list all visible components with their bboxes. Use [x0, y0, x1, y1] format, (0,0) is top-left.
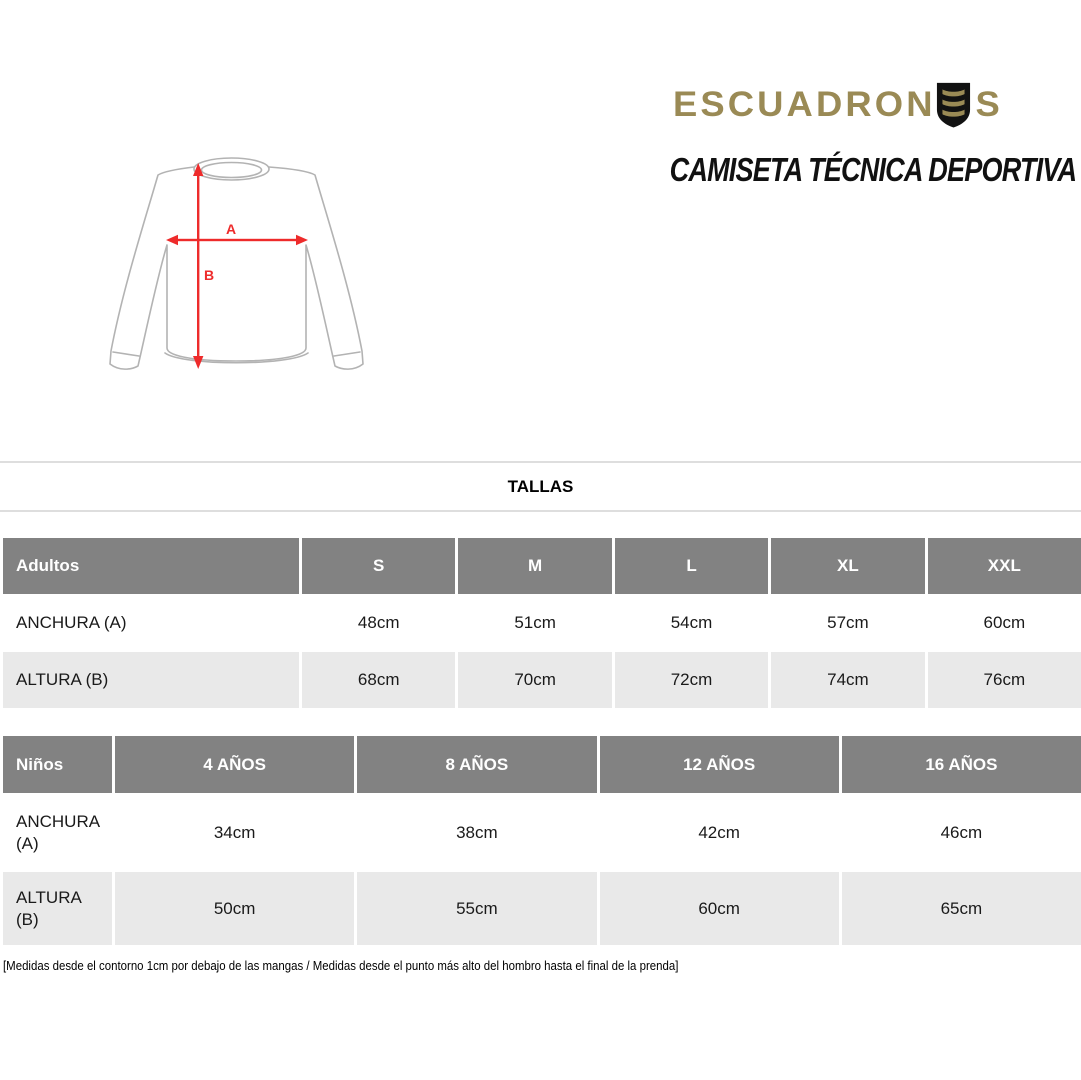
diagram-label-b: B [204, 267, 215, 283]
sizes-section-title: TALLAS [507, 476, 574, 496]
width-value-4: 34cm [115, 793, 354, 872]
kids-header-row [3, 736, 1081, 793]
kids-size-table [3, 736, 1081, 945]
height-value-s: 68cm [302, 652, 455, 708]
height-value-m: 70cm [458, 652, 611, 708]
product-title: CAMISETA TÉCNICA DEPORTIVA [669, 151, 1077, 188]
width-value-s: 48cm [302, 594, 455, 652]
width-value-8: 38cm [357, 793, 596, 872]
width-value-m: 51cm [458, 594, 611, 652]
adults-table-title: Adultos [3, 538, 299, 594]
height-value-4: 50cm [115, 872, 354, 945]
measure-arrow-a [166, 235, 308, 245]
width-value-xxl: 60cm [928, 594, 1081, 652]
adults-col-s: S [302, 538, 455, 594]
height-value-8: 55cm [357, 872, 596, 945]
adults-col-l: L [615, 538, 768, 594]
diagram-label-a: A [225, 221, 237, 237]
kids-height-row [3, 872, 1081, 945]
kids-col-12: 12 AÑOS [600, 736, 839, 793]
height-value-16: 65cm [842, 872, 1081, 945]
kids-table-title: Niños [3, 736, 112, 793]
adults-header-row [3, 538, 1081, 594]
adults-col-xl: XL [771, 538, 924, 594]
kids-col-4: 4 AÑOS [115, 736, 354, 793]
shirt-body-outline [110, 158, 363, 369]
brand-logo-text-left: ESCUADRON [672, 85, 936, 124]
row-label: ALTURA (B) [3, 652, 299, 708]
row-label: ANCHURA (A) [3, 793, 112, 872]
width-value-l: 54cm [615, 594, 768, 652]
width-value-16: 46cm [842, 793, 1081, 872]
adults-col-xxl: XXL [928, 538, 1081, 594]
brand-logo-text-right: S [975, 85, 1003, 124]
adults-height-row [3, 652, 1081, 708]
width-value-12: 42cm [600, 793, 839, 872]
width-value-xl: 57cm [771, 594, 924, 652]
brand-header [625, 80, 1077, 188]
height-value-l: 72cm [615, 652, 768, 708]
rank-shield-icon [935, 82, 972, 128]
kids-col-16: 16 AÑOS [842, 736, 1081, 793]
measure-arrow-b [193, 163, 203, 369]
adults-width-row [3, 594, 1081, 652]
measurement-note: [Medidas desde el contorno 1cm por debajo de las mangas / Medidas desde el punto más alto del hombro hasta el final de la prenda] [3, 958, 679, 973]
row-label: ANCHURA (A) [3, 594, 299, 652]
kids-width-row [3, 793, 1081, 872]
adults-size-table [3, 538, 1081, 708]
shirt-measurement-diagram [105, 148, 375, 393]
height-value-xl: 74cm [771, 652, 924, 708]
brand-logo [625, 80, 1055, 130]
kids-col-8: 8 AÑOS [357, 736, 596, 793]
adults-col-m: M [458, 538, 611, 594]
height-value-xxl: 76cm [928, 652, 1081, 708]
height-value-12: 60cm [600, 872, 839, 945]
shirt-outline-icon [105, 148, 375, 393]
sizes-section-bar [0, 461, 1081, 512]
row-label: ALTURA (B) [3, 872, 112, 945]
